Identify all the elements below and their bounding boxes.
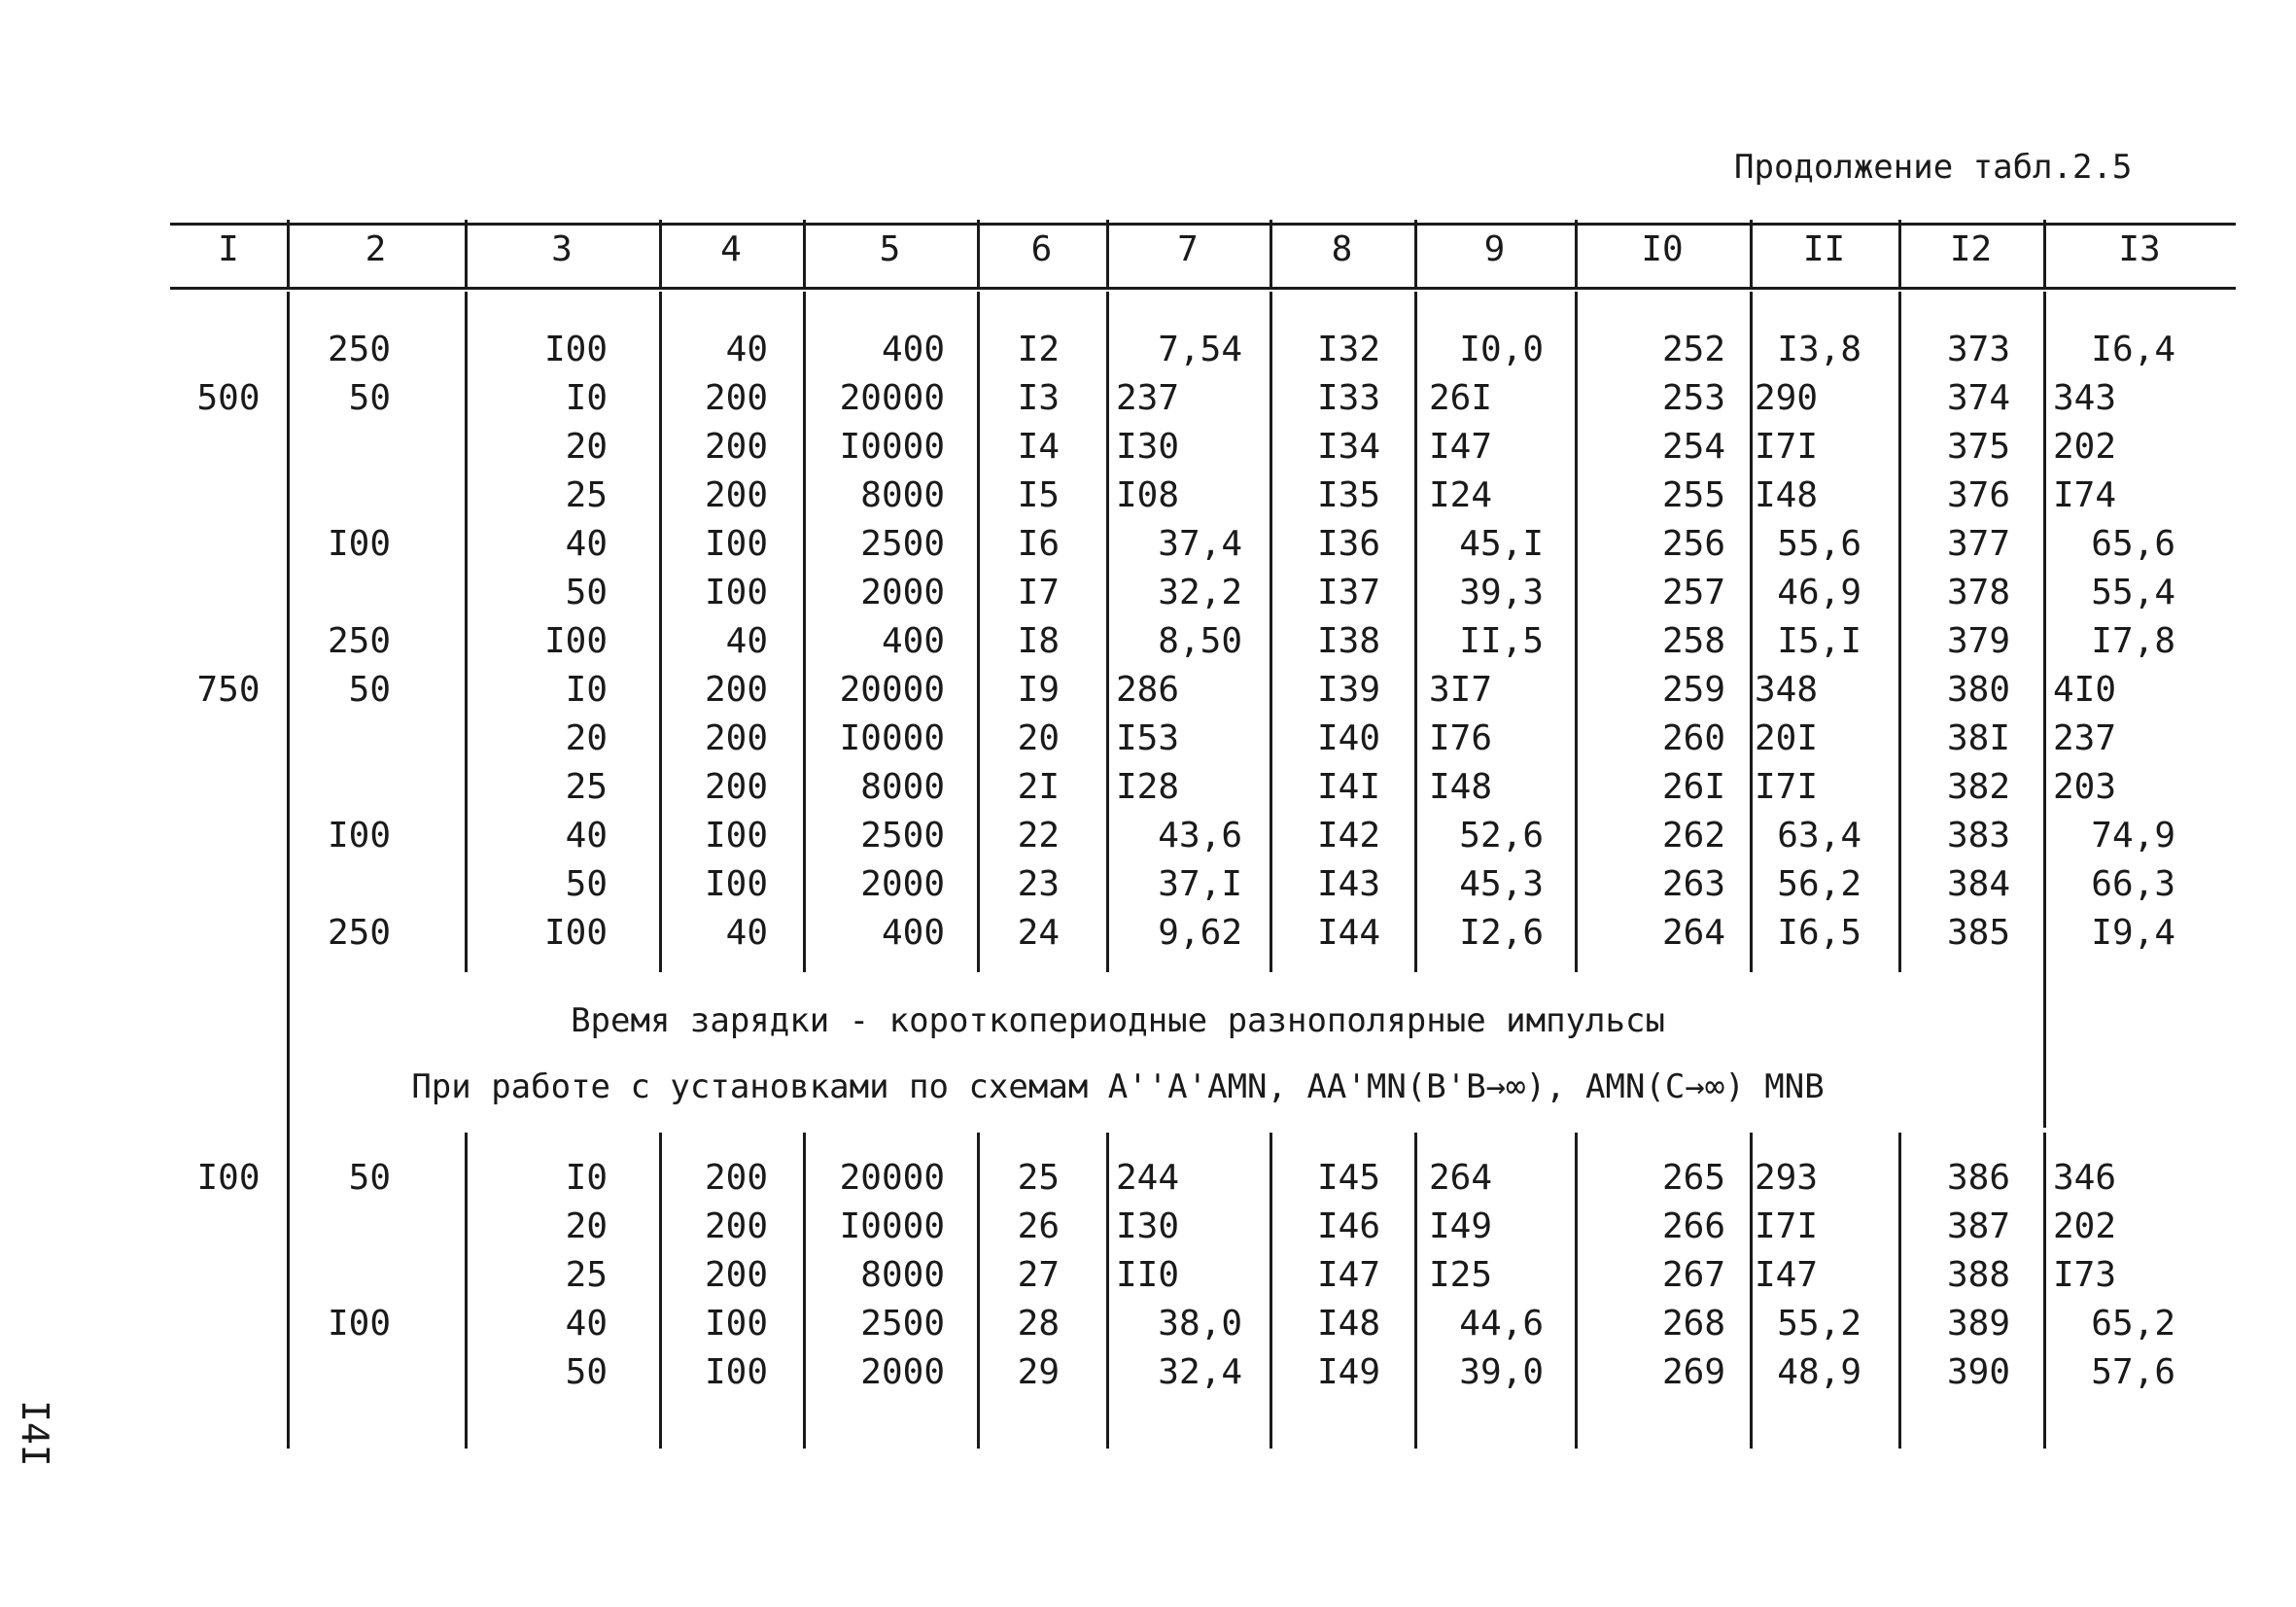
table-cell: 258: [1661, 621, 1725, 661]
header-cell: 5: [879, 229, 901, 269]
header-cell: I3: [2118, 229, 2161, 269]
table-cell: 203: [2053, 767, 2117, 807]
table-cell: 32,2: [1158, 573, 1242, 612]
table-cell: 256: [1661, 524, 1725, 564]
table-cell: I48: [1755, 475, 1819, 515]
table-cell: I0000: [839, 1206, 945, 1246]
table-cell: 264: [1429, 1158, 1493, 1198]
table-cell: I7I: [1755, 427, 1819, 467]
table-cell: 202: [2053, 427, 2117, 467]
table-cell: I40: [1316, 718, 1380, 758]
column-divider: [1106, 292, 1109, 972]
table-cell: 25: [565, 1255, 608, 1295]
table-cell: I49: [1429, 1206, 1493, 1246]
table-cell: 4I0: [2053, 670, 2117, 710]
table-cell: I0,0: [1459, 330, 1544, 369]
table-cell: 50: [348, 670, 391, 710]
table-cell: 20: [1017, 718, 1060, 758]
column-divider: [1414, 1133, 1417, 1449]
table-cell: 263: [1661, 864, 1725, 904]
table-cell: I7,8: [2091, 621, 2175, 661]
table-cell: 50: [565, 864, 608, 904]
table-cell: 348: [1755, 670, 1819, 710]
table-cell: 389: [1946, 1304, 2010, 1344]
table-cell: I48: [1429, 767, 1493, 807]
table-cell: I8: [1017, 621, 1060, 661]
table-cell: I9,4: [2091, 913, 2175, 953]
table-cell: 200: [704, 1255, 768, 1295]
header-cell: I: [218, 229, 239, 269]
table-cell: I3: [1017, 378, 1060, 418]
table-cell: I0: [565, 1158, 608, 1198]
table-cell: I37: [1316, 573, 1380, 612]
table-cell: I6,5: [1777, 913, 1861, 953]
table-cell: 7,54: [1158, 330, 1242, 369]
column-divider: [977, 292, 980, 972]
table-cell: I4I: [1316, 767, 1380, 807]
table-cell: 255: [1661, 475, 1725, 515]
header-cell: I0: [1641, 229, 1684, 269]
table-cell: 343: [2053, 378, 2117, 418]
section-caption-schemes: При работе с установками по схемам A''A'AMN, AA'MN(B'B→∞), AMN(C→∞) MNB: [411, 1067, 1825, 1106]
table-cell: 257: [1661, 573, 1725, 612]
table-cell: 50: [565, 1352, 608, 1392]
table-cell: I00: [704, 816, 768, 856]
table-cell: I00: [327, 524, 391, 564]
table-cell: 750: [196, 670, 261, 710]
table-cell: 66,3: [2091, 864, 2175, 904]
column-divider: [977, 1133, 980, 1449]
column-divider: [1575, 292, 1578, 972]
table-cell: 20: [565, 427, 608, 467]
table-cell: 48,9: [1777, 1352, 1861, 1392]
table-cell: 65,6: [2091, 524, 2175, 564]
table-cell: 40: [565, 524, 608, 564]
table-cell: 200: [704, 475, 768, 515]
table-cell: 8,50: [1158, 621, 1242, 661]
column-divider: [1575, 1133, 1578, 1449]
table-cell: 37,4: [1158, 524, 1242, 564]
table-cell: 250: [327, 330, 391, 369]
table-cell: I00: [543, 621, 608, 661]
table-cell: I47: [1429, 427, 1493, 467]
header-cell: 4: [720, 229, 742, 269]
header-cell: 2: [365, 229, 387, 269]
table-cell: I28: [1116, 767, 1180, 807]
table-cell: 26I: [1429, 378, 1493, 418]
column-divider: [1414, 292, 1417, 972]
table-cell: 200: [704, 1206, 768, 1246]
header-cell: II: [1802, 229, 1846, 269]
table-cell: I47: [1316, 1255, 1380, 1295]
table-cell: I42: [1316, 816, 1380, 856]
table-cell: I00: [196, 1158, 261, 1198]
table-cell: 2500: [860, 524, 945, 564]
table-cell: 268: [1661, 1304, 1725, 1344]
table-cell: I00: [704, 524, 768, 564]
table-cell: 374: [1946, 378, 2010, 418]
table-cell: 55,6: [1777, 524, 1861, 564]
table-cell: 55,4: [2091, 573, 2175, 612]
table-cell: 267: [1661, 1255, 1725, 1295]
table-cell: I2: [1017, 330, 1060, 369]
table-cell: I7: [1017, 573, 1060, 612]
table-cell: 200: [704, 718, 768, 758]
table-cell: 32,4: [1158, 1352, 1242, 1392]
table-cell: 24: [1017, 913, 1060, 953]
table-cell: 3I7: [1429, 670, 1493, 710]
table-cell: 20I: [1755, 718, 1819, 758]
table-cell: 379: [1946, 621, 2010, 661]
header-cell: 7: [1177, 229, 1199, 269]
table-cell: I00: [704, 1352, 768, 1392]
table-cell: I08: [1116, 475, 1180, 515]
table-cell: 8000: [860, 767, 945, 807]
table-cell: I47: [1755, 1255, 1819, 1295]
column-divider: [659, 1133, 662, 1449]
table-cell: 9,62: [1158, 913, 1242, 953]
table-cell: I9: [1017, 670, 1060, 710]
table-cell: 378: [1946, 573, 2010, 612]
header-cell: 3: [551, 229, 573, 269]
table-cell: II,5: [1459, 621, 1544, 661]
table-cell: 28: [1017, 1304, 1060, 1344]
table-cell: II0: [1116, 1255, 1180, 1295]
table-cell: I7I: [1755, 1206, 1819, 1246]
table-cell: I74: [2053, 475, 2117, 515]
column-divider: [1898, 292, 1901, 972]
column-divider: [1270, 1133, 1272, 1449]
table-cell: 382: [1946, 767, 2010, 807]
table-cell: I49: [1316, 1352, 1380, 1392]
table-cell: 376: [1946, 475, 2010, 515]
table-cell: 244: [1116, 1158, 1180, 1198]
table-cell: 2500: [860, 1304, 945, 1344]
table-cell: I0: [565, 670, 608, 710]
table-cell: 25: [1017, 1158, 1060, 1198]
table-cell: I5,I: [1777, 621, 1861, 661]
table-cell: I7I: [1755, 767, 1819, 807]
column-divider: [1898, 1133, 1901, 1449]
header-cell: 8: [1331, 229, 1353, 269]
table-cell: I0: [565, 378, 608, 418]
table-cell: 386: [1946, 1158, 2010, 1198]
column-divider: [1270, 292, 1272, 972]
continuation-label: Продолжение табл.2.5: [1734, 148, 2133, 187]
table-cell: 250: [327, 913, 391, 953]
table-cell: 200: [704, 1158, 768, 1198]
column-divider: [803, 292, 806, 972]
section-caption-charge-time: Время зарядки - короткопериодные разнополярные импульсы: [571, 1001, 1665, 1040]
header-cell: 6: [1030, 229, 1053, 269]
table-cell: I5: [1017, 475, 1060, 515]
table-cell: 373: [1946, 330, 2010, 369]
table-cell: I32: [1316, 330, 1380, 369]
table-cell: 27: [1017, 1255, 1060, 1295]
table-cell: I73: [2053, 1255, 2117, 1295]
column-divider: [1750, 292, 1753, 972]
table-cell: 65,2: [2091, 1304, 2175, 1344]
table-cell: 40: [565, 1304, 608, 1344]
table-cell: 388: [1946, 1255, 2010, 1295]
table-cell: I24: [1429, 475, 1493, 515]
table-cell: I46: [1316, 1206, 1380, 1246]
table-cell: 400: [881, 330, 945, 369]
table-cell: I34: [1316, 427, 1380, 467]
table-cell: 384: [1946, 864, 2010, 904]
header-bottom-rule: [170, 287, 2236, 290]
table-cell: 383: [1946, 816, 2010, 856]
table-cell: I43: [1316, 864, 1380, 904]
table-cell: I2,6: [1459, 913, 1544, 953]
column-divider: [1106, 1133, 1109, 1449]
table-cell: I6,4: [2091, 330, 2175, 369]
table-cell: I00: [543, 913, 608, 953]
table-cell: I0000: [839, 718, 945, 758]
table-cell: 40: [565, 816, 608, 856]
table-cell: 377: [1946, 524, 2010, 564]
table-cell: I30: [1116, 1206, 1180, 1246]
column-divider: [1750, 1133, 1753, 1449]
table-cell: 265: [1661, 1158, 1725, 1198]
table-cell: 286: [1116, 670, 1180, 710]
table-cell: 264: [1661, 913, 1725, 953]
table-cell: 250: [327, 621, 391, 661]
table-cell: 63,4: [1777, 816, 1861, 856]
table-cell: 50: [348, 378, 391, 418]
table-cell: I44: [1316, 913, 1380, 953]
table-cell: I00: [543, 330, 608, 369]
table-cell: 385: [1946, 913, 2010, 953]
column-divider: [287, 292, 290, 972]
table-cell: I3,8: [1777, 330, 1861, 369]
table-cell: I36: [1316, 524, 1380, 564]
table-cell: 200: [704, 767, 768, 807]
table-cell: 346: [2053, 1158, 2117, 1198]
table-cell: 25: [565, 475, 608, 515]
table-cell: 38I: [1946, 718, 2010, 758]
table-cell: I6: [1017, 524, 1060, 564]
table-cell: 50: [348, 1158, 391, 1198]
table-cell: 253: [1661, 378, 1725, 418]
column-divider: [287, 972, 290, 1449]
table-cell: 40: [725, 621, 768, 661]
table-cell: 260: [1661, 718, 1725, 758]
table-cell: I00: [327, 816, 391, 856]
table-cell: 8000: [860, 475, 945, 515]
table-cell: I00: [704, 1304, 768, 1344]
table-cell: 387: [1946, 1206, 2010, 1246]
table-cell: 254: [1661, 427, 1725, 467]
table-cell: I38: [1316, 621, 1380, 661]
table-cell: I53: [1116, 718, 1180, 758]
table-cell: I4: [1017, 427, 1060, 467]
table-cell: I48: [1316, 1304, 1380, 1344]
table-cell: 44,6: [1459, 1304, 1544, 1344]
table-cell: 46,9: [1777, 573, 1861, 612]
table-cell: 52,6: [1459, 816, 1544, 856]
table-cell: 20000: [839, 378, 945, 418]
table-cell: 269: [1661, 1352, 1725, 1392]
table-cell: 200: [704, 670, 768, 710]
table-cell: 20000: [839, 670, 945, 710]
table-cell: 20: [565, 718, 608, 758]
header-cell: 9: [1483, 229, 1506, 269]
table-cell: 500: [196, 378, 261, 418]
table-cell: 26I: [1661, 767, 1725, 807]
table-cell: 2000: [860, 1352, 945, 1392]
table-cell: 200: [704, 427, 768, 467]
table-cell: 55,2: [1777, 1304, 1861, 1344]
table-cell: 200: [704, 378, 768, 418]
column-divider: [659, 292, 662, 972]
table-cell: 237: [1116, 378, 1180, 418]
table-cell: 252: [1661, 330, 1725, 369]
table-cell: I35: [1316, 475, 1380, 515]
table-cell: 45,3: [1459, 864, 1544, 904]
table-cell: I76: [1429, 718, 1493, 758]
table-cell: I25: [1429, 1255, 1493, 1295]
table-cell: 20000: [839, 1158, 945, 1198]
table-cell: 8000: [860, 1255, 945, 1295]
table-cell: 293: [1755, 1158, 1819, 1198]
table-cell: 38,0: [1158, 1304, 1242, 1344]
column-divider: [2043, 292, 2046, 972]
table-cell: 237: [2053, 718, 2117, 758]
table-cell: 39,0: [1459, 1352, 1544, 1392]
table-cell: 40: [725, 913, 768, 953]
header-top-rule: [170, 223, 2236, 226]
table-cell: 400: [881, 621, 945, 661]
table-cell: 290: [1755, 378, 1819, 418]
table-cell: 400: [881, 913, 945, 953]
table-cell: 23: [1017, 864, 1060, 904]
table-cell: I30: [1116, 427, 1180, 467]
column-divider: [2043, 972, 2046, 1128]
table-cell: 56,2: [1777, 864, 1861, 904]
table-cell: 37,I: [1158, 864, 1242, 904]
page-number: I4I: [14, 1400, 56, 1467]
table-cell: 2500: [860, 816, 945, 856]
table-cell: I00: [327, 1304, 391, 1344]
table-cell: I45: [1316, 1158, 1380, 1198]
table-cell: 266: [1661, 1206, 1725, 1246]
table-cell: 202: [2053, 1206, 2117, 1246]
table-cell: 29: [1017, 1352, 1060, 1392]
table-cell: 40: [725, 330, 768, 369]
column-divider: [465, 292, 468, 972]
table-cell: 2I: [1017, 767, 1060, 807]
table-cell: 22: [1017, 816, 1060, 856]
table-cell: 74,9: [2091, 816, 2175, 856]
table-cell: 43,6: [1158, 816, 1242, 856]
table-cell: I0000: [839, 427, 945, 467]
table-cell: 39,3: [1459, 573, 1544, 612]
column-divider: [465, 1133, 468, 1449]
table-cell: 26: [1017, 1206, 1060, 1246]
table-cell: 390: [1946, 1352, 2010, 1392]
column-divider: [2043, 1133, 2046, 1449]
table-cell: I39: [1316, 670, 1380, 710]
table-cell: 2000: [860, 573, 945, 612]
table-cell: 57,6: [2091, 1352, 2175, 1392]
table-cell: 262: [1661, 816, 1725, 856]
table-cell: 50: [565, 573, 608, 612]
table-cell: 2000: [860, 864, 945, 904]
column-divider: [803, 1133, 806, 1449]
table-cell: 25: [565, 767, 608, 807]
table-cell: 20: [565, 1206, 608, 1246]
table-cell: 375: [1946, 427, 2010, 467]
table-cell: I00: [704, 864, 768, 904]
table-cell: I00: [704, 573, 768, 612]
table-cell: I33: [1316, 378, 1380, 418]
table-cell: 380: [1946, 670, 2010, 710]
table-cell: 45,I: [1459, 524, 1544, 564]
table-cell: 259: [1661, 670, 1725, 710]
header-cell: I2: [1949, 229, 1993, 269]
